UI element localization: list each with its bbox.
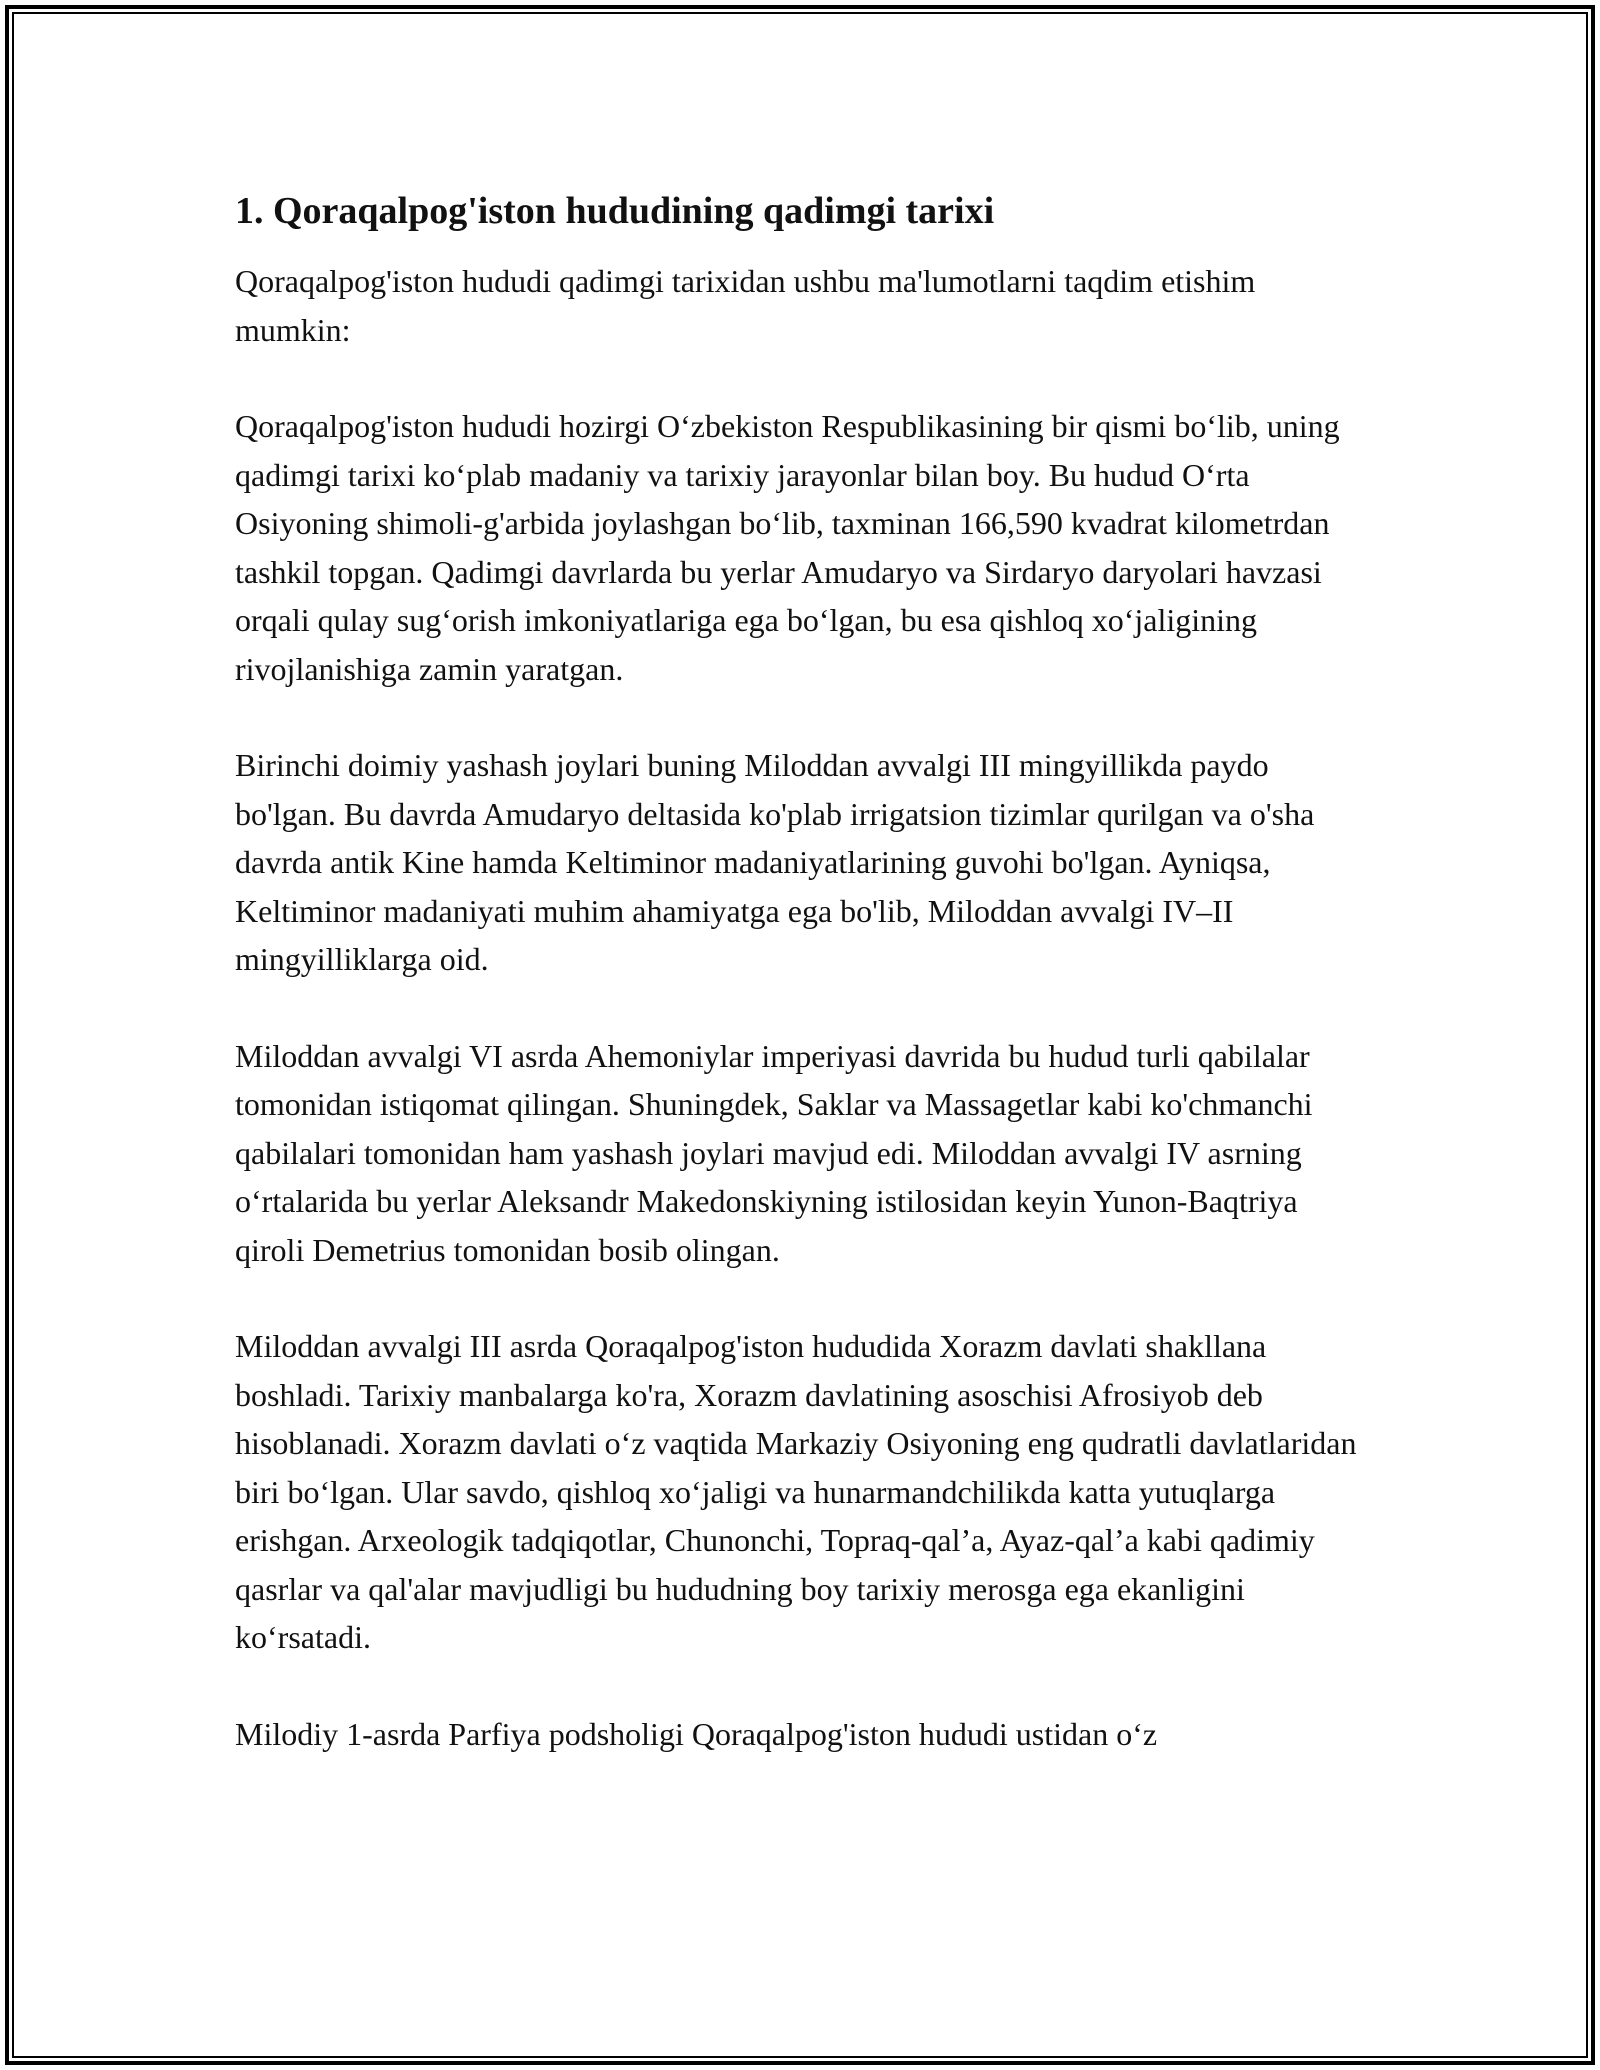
section-heading: 1. Qoraqalpog'iston hududining qadimgi tarixi [235,190,995,232]
document-body [235,185,1370,1758]
paragraph-achaemenid-period: Miloddan avvalgi VI asrda Ahemoniylar imperiyasi davrida bu hudud turli qabilalar tomonidan istiqomat qilingan. Shuningdek, Saklar va Massagetlar kabi ko'chmanchi qabilalari tomonidan ham yashash joylari mavjud edi. Miloddan avvalgi IV asrning o‘rtalarida bu yerlar Aleksandr Makedonskiyning istilosidan keyin Yunon-Baqtriya qiroli Demetrius tomonidan bosib olingan. [235,1037,1313,1268]
paragraph-khorezm-state: Miloddan avvalgi III asrda Qoraqalpog'iston hududida Xorazm davlati shakllana boshladi. Tarixiy manbalarga ko'ra, Xorazm davlatining asoschisi Afrosiyob deb hisoblanadi. Xorazm davlati o‘z vaqtida Markaziy Osiyoning eng qudratli davlatlaridan biri bo‘lgan. Ular savdo, qishloq xo‘jaligi va hunarmandchilikda katta yutuqlarga erishgan. Arxeologik tadqiqotlar, Chunonchi, Topraq-qal’a, Ayaz-qal’a kabi qadimiy qasrlar va qal'alar mavjudligi bu hududning boy tarixiy merosga ega ekanligini ko‘rsatadi. [235,1328,1357,1655]
paragraph-geography: Qoraqalpog'iston hududi hozirgi O‘zbekiston Respublikasining bir qismi bo‘lib, uning qadimgi tarixi ko‘plab madaniy va tarixiy jarayonlar bilan boy. Bu hudud O‘rta Osiyoning shimoli-g'arbida joylashgan bo‘lib, taxminan 166,590 kvadrat kilometrdan tashkil topgan. Qadimgi davrlarda bu yerlar Amudaryo va Sirdaryo daryolari havzasi orqali qulay sug‘orish imkoniyatlariga ega bo‘lgan, bu esa qishloq xo‘jaligining rivojlanishiga zamin yaratgan. [235,408,1340,687]
intro-paragraph: Qoraqalpog'iston hududi qadimgi tarixidan ushbu ma'lumotlarni taqdim etishim mumkin: [235,263,1256,348]
paragraph-early-settlements: Birinchi doimiy yashash joylari buning Miloddan avvalgi III mingyillikda paydo bo'lgan. Bu davrda Amudaryo deltasida ko'plab irrigatsion tizimlar qurilgan va o'sha davrda antik Kine hamda Keltiminor madaniyatlarining guvohi bo'lgan. Ayniqsa, Keltiminor madaniyati muhim ahamiyatga ega bo'lib, Miloddan avvalgi IV–II mingyilliklarga oid. [235,747,1315,977]
paragraph-parthia: Milodiy 1-asrda Parfiya podsholigi Qoraqalpog'iston hududi ustidan o‘z [235,1715,1158,1752]
